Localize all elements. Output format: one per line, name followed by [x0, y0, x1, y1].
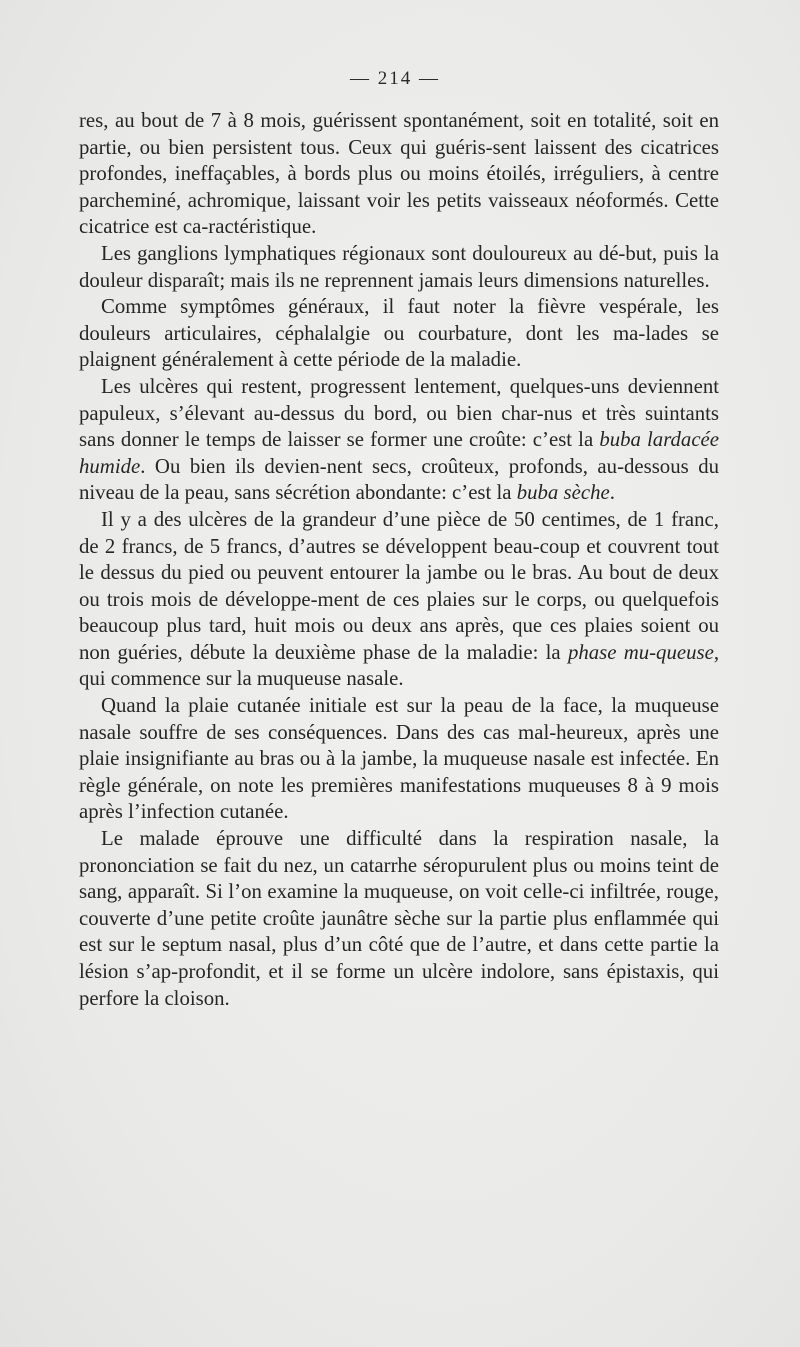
text-run: . Ou bien ils devien-nent secs, croûteux, profonds, au-dessous du niveau de la peau, sans sécrétion abondante: c’est la: [79, 454, 719, 505]
paragraph: [79, 374, 719, 507]
page-number: — 214 —: [350, 68, 440, 89]
text-run: Les ganglions lymphatiques régionaux sont douloureux au dé-but, puis la douleur disparaît; mais ils ne reprennent jamais leurs dimensions naturelles.: [79, 241, 719, 292]
text-run: Le malade éprouve une difficulté dans la respiration nasale, la prononciation se fait du nez, un catarrhe séropurulent plus ou moins teint de sang, apparaît. Si l’on examine la muqueuse, on voit celle-ci infiltrée, rouge, couverte d’une petite croûte jaunâtre sèche sur la partie plus enflammée qui est sur le septum nasal, plus d’un côté que de l’autre, et dans cette partie la lésion s’ap-profondit, et il se forme un ulcère indolore, sans épistaxis, qui perfore la cloison.: [79, 827, 719, 1010]
text-run: .: [609, 481, 615, 505]
paragraph: [79, 294, 719, 374]
text-run: Quand la plaie cutanée initiale est sur la peau de la face, la muqueuse nasale souffre de ses conséquences. Dans des cas mal-heureux, après une plaie insignifiante au bras ou à la jambe, la muqueuse nasale est infectée. En règle générale, on note les premières manifestations muqueuses 8 à 9 mois après l’infection cutanée.: [79, 694, 719, 824]
paragraph: [79, 507, 719, 693]
text-run: Comme symptômes généraux, il faut noter la fièvre vespérale, les douleurs articulaires, céphalalgie ou courbature, dont les ma-lades se plaignent généralement à cette période de la maladie.: [79, 295, 719, 372]
italic-term: buba lardacée humide: [79, 428, 720, 478]
paragraph: [79, 826, 719, 1012]
paragraph: [79, 108, 719, 241]
text-run: res, au bout de 7 à 8 mois, guérissent spontanément, soit en totalité, soit en partie, ou bien persistent tous. Ceux qui guéris-sent laissent des cicatrices profondes, ineffaçables, à bords plus ou moins étoilés, irréguliers, à centre parcheminé, achromique, laissant voir les petits vaisseaux néoformés. Cette cicatrice est ca-ractéristique.: [79, 109, 719, 239]
body-text: [79, 108, 719, 1012]
paragraph: [79, 693, 719, 826]
paragraph: [79, 241, 719, 294]
text-run: Les ulcères qui restent, progressent lentement, quelques-uns deviennent papuleux, s’élevant au-dessus du bord, ou bien char-nus et très suintants sans donner le temps de laisser se former une croûte: c’est la: [79, 374, 719, 452]
italic-term: phase mu-queuse: [567, 640, 714, 664]
italic-term: buba sèche: [516, 481, 610, 505]
text-run: , qui commence sur la muqueuse nasale.: [79, 640, 720, 691]
text-run: Il y a des ulcères de la grandeur d’une pièce de 50 centimes, de 1 franc, de 2 francs, de 5 francs, d’autres se développent beau-coup et couvrent tout le dessus du pied ou peuvent entourer la jambe ou le bras. Au bout de deux ou trois mois de développe-ment de ces plaies sur le corps, ou quelquefois beaucoup plus tard, huit mois ou deux ans après, que ces plaies soient ou non guéries, débute la deuxième phase de la maladie: la: [79, 507, 719, 664]
